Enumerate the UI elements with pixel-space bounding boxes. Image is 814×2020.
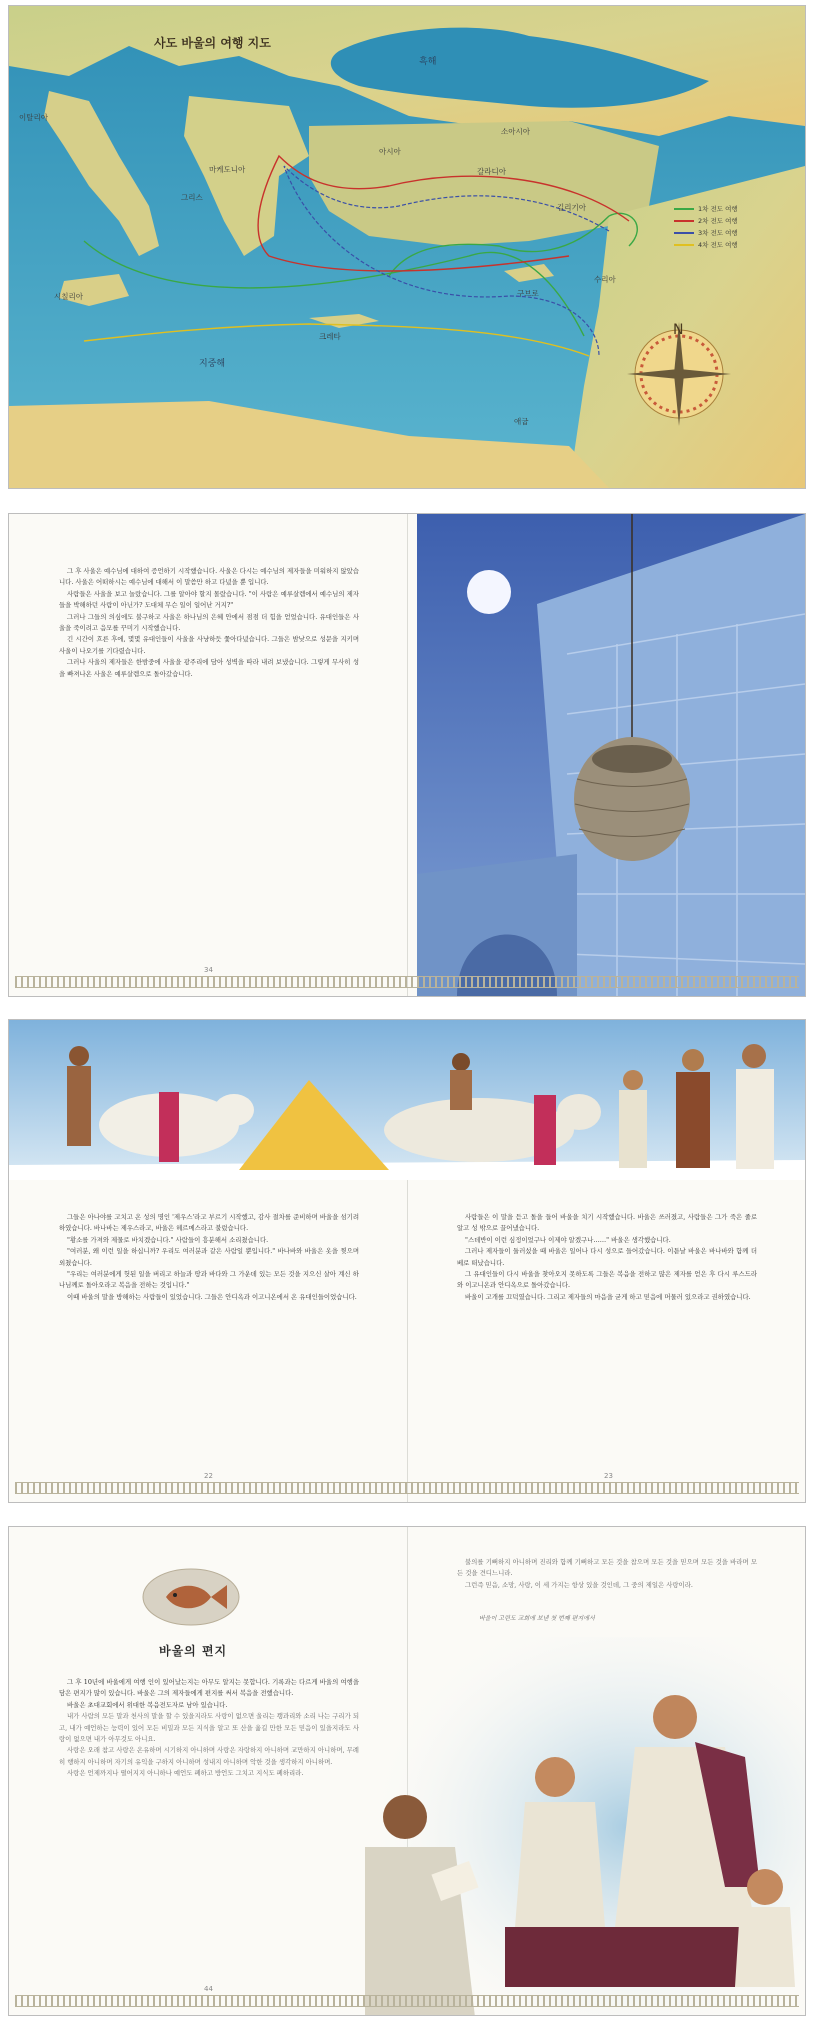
compass-north-label: N [673, 322, 684, 338]
paragraph: 그 후 10년에 바울에게 여행 인이 있어났는지는 아무도 알지는 못합니다. 기록과는 다르게 바울의 여행을 담은 편지가 많이 있습니다. 바울은 그의 제자들에게 편지를 써서 복음을 전했습니다. [59, 1678, 359, 1698]
asia-label: 아시아 [379, 147, 401, 156]
story-spread-lystra [8, 1019, 806, 1503]
text-column-left [59, 1677, 359, 1780]
person-icon [67, 1046, 91, 1146]
text-column [59, 566, 359, 680]
story-spread-letters [8, 1526, 806, 2016]
cilicia-label: 길리기아 [557, 203, 586, 212]
syria-label: 수리아 [594, 275, 616, 284]
paragraph: "스데반이 이런 심정이었구나 이제야 알겠구나……" 바울은 생각했습니다. [465, 1235, 671, 1244]
sacrifice-illustration [9, 1020, 805, 1180]
paragraph: 내가 사람의 모든 말과 천사의 말을 할 수 있을지라도 사랑이 없으면 울리는 꽹과리와 소리 나는 구리가 되고, 내가 예언하는 능력이 있어 모든 비밀과 모든 지식을 알고 또 산을 옮길 만한 모든 믿음이 있을지라도 사랑이 없으면 내가 아무것도 아니요. [59, 1712, 359, 1744]
page-gutter [407, 514, 408, 996]
paragraph: 그들은 아나야를 고치고 온 성의 명인 '제우스'라고 부르기 시작했고, 감사 절차를 준비하며 바울을 섬기려 하였습니다. 바나바는 제우스라고, 바울은 헤르메스라고 불렀습니다. [59, 1213, 359, 1233]
border-ornament [15, 1482, 799, 1494]
section-heading: 바울의 편지 [159, 1644, 228, 1658]
paragraph: 그러나 제자들이 둘러섰을 때 바울은 일어나 다시 성으로 들어갔습니다. 이튿날 바울은 바나바와 함께 더베로 떠났습니다. [457, 1247, 757, 1267]
egypt-label: 애굽 [514, 417, 529, 426]
paragraph: 그러나 그들의 의심에도 불구하고 사울은 하나님의 은혜 안에서 점점 더 힘을 얻었습니다. 유대인들은 사울을 죽이려고 음모를 꾸미기 시작했습니다. [59, 612, 359, 633]
paragraph: "황소를 가져와 제물로 바치겠습니다." 사람들이 흥분해서 소리쳤습니다. [67, 1235, 269, 1244]
legend-item: 3차 전도 여행 [674, 228, 738, 237]
paragraph: 그 유대인들이 다시 바울을 찾아오지 못하도록 그들은 복음을 전하고 많은 제자를 얻은 후 다시 루스드라와 이고니온과 안디옥으로 돌아갔습니다. [457, 1270, 757, 1290]
quote-caption: 바울이 고린도 교회에 보낸 첫 번째 편지에서 [479, 1615, 595, 1622]
border-ornament [15, 976, 799, 988]
text-column-left [59, 1212, 359, 1303]
text-column-right [457, 1212, 757, 1303]
teaching-illustration [365, 1637, 805, 2016]
asia-minor-label: 소아시아 [501, 127, 530, 136]
page-number-right: 23 [604, 1472, 613, 1480]
paragraph: "여러분, 왜 이런 일을 하십니까? 우리도 여러분과 같은 사람일 뿐입니다." 바나바와 바울은 옷을 찢으며 외쳤습니다. [59, 1247, 359, 1267]
cyprus-label: 구브로 [517, 289, 539, 298]
galatia-label: 갈라디아 [477, 167, 506, 176]
paragraph: 바울은 초대교회에서 위대한 복음전도자로 남아 있습니다. [67, 1700, 228, 1709]
legend-item: 1차 전도 여행 [674, 204, 738, 213]
night-wall-illustration [417, 514, 805, 996]
paragraph: 긴 시간이 흐른 후에, 몇몇 유대인들이 사울을 사냥하듯 쫓아다녔습니다. 그들은 밤낮으로 성문을 지키며 사울이 나오기를 기다렸습니다. [59, 635, 359, 655]
page-gutter [407, 1180, 408, 1502]
map-title: 사도 바울의 여행 지도 [154, 36, 271, 50]
legend-item: 4차 전도 여행 [674, 240, 738, 249]
paragraph: 바울이 고개를 끄덕였습니다. 그리고 제자들의 마음을 굳게 하고 믿음에 머물러 있으라고 권하였습니다. [465, 1292, 751, 1301]
paragraph: 그런즉 믿음, 소망, 사랑, 이 세 가지는 항상 있을 것인데, 그 중의 제일은 사랑이라. [465, 1580, 693, 1589]
macedonia-label: 마케도니아 [209, 165, 246, 174]
text-column-right [457, 1557, 757, 1591]
fish-mosaic-icon [141, 1567, 241, 1627]
crete-label: 크레타 [319, 332, 341, 341]
paragraph: 사람들은 이 말을 듣고 돌을 들어 바울을 치기 시작했습니다. 바울은 쓰러졌고, 사람들은 그가 죽은 줄로 알고 성 밖으로 끌어냈습니다. [457, 1213, 757, 1233]
paragraph: 사랑은 오래 참고 사랑은 온유하며 시기하지 아니하며 사랑은 자랑하지 아니하며 교만하지 아니하며, 무례히 행하지 아니하며 자기의 유익을 구하지 아니하며 성내지 아니하며 악한 것을 생각하지 아니하며. [59, 1746, 359, 1766]
paragraph: 그 후 사울은 예수님에 대하여 증언하기 시작했습니다. 사울은 다시는 예수님의 제자들을 미워하지 않았습니다. 사울은 어떠하시는 예수님에 대해서 이 말씀만 하고 다녔을 뿐 입니다. [59, 567, 359, 587]
sicily-label: 시칠리아 [54, 292, 83, 301]
greece-label: 그리스 [181, 193, 203, 202]
border-ornament [15, 1995, 799, 2007]
mediterranean-label: 지중해 [199, 359, 226, 369]
paragraph: 사람들은 사울을 보고 놀랐습니다. 그를 알아야 할지 몰랐습니다. "이 사람은 예루살렘에서 예수님의 제자들을 박해하던 사람이 아닌가? 도대체 무슨 일이 일어난 거지?" [59, 589, 359, 610]
map-spread [8, 5, 806, 489]
story-spread-escape [8, 513, 806, 997]
paragraph: "우리는 여러분에게 헛된 일을 버리고 하늘과 땅과 바다와 그 가운데 있는 모든 것을 지으신 살아 계신 하나님께로 돌아오라고 복음을 전하는 것입니다." [59, 1270, 359, 1290]
paragraph: 이때 바울의 말을 방해하는 사람들이 있었습니다. 그들은 안디옥과 이고니온에서 온 유대인들이었습니다. [67, 1292, 357, 1301]
paragraph: 사랑은 언제까지나 떨어지지 아니하나 예언도 폐하고 방언도 그치고 지식도 폐하리라. [67, 1769, 304, 1778]
legend-item: 2차 전도 여행 [674, 216, 738, 225]
paragraph: 불의를 기뻐하지 아니하며 진리와 함께 기뻐하고 모든 것을 참으며 모든 것을 믿으며 모든 것을 바라며 모든 것을 견디느니라. [457, 1558, 757, 1578]
page-number: 34 [204, 966, 213, 974]
black-sea-label: 흑해 [419, 57, 437, 67]
page-number-left: 22 [204, 1472, 213, 1480]
page-number: 44 [204, 1985, 213, 1993]
person-icon [450, 1053, 472, 1110]
paragraph: 그러나 사울의 제자들은 한밤중에 사울을 광주리에 담아 성벽을 따라 내려 보냈습니다. 그렇게 무사히 성을 빠져나온 사울은 예루살렘으로 돌아갔습니다. [59, 658, 359, 678]
route-legend [674, 204, 738, 252]
italy-label: 이탈리아 [19, 113, 48, 122]
moon-icon [467, 570, 511, 614]
